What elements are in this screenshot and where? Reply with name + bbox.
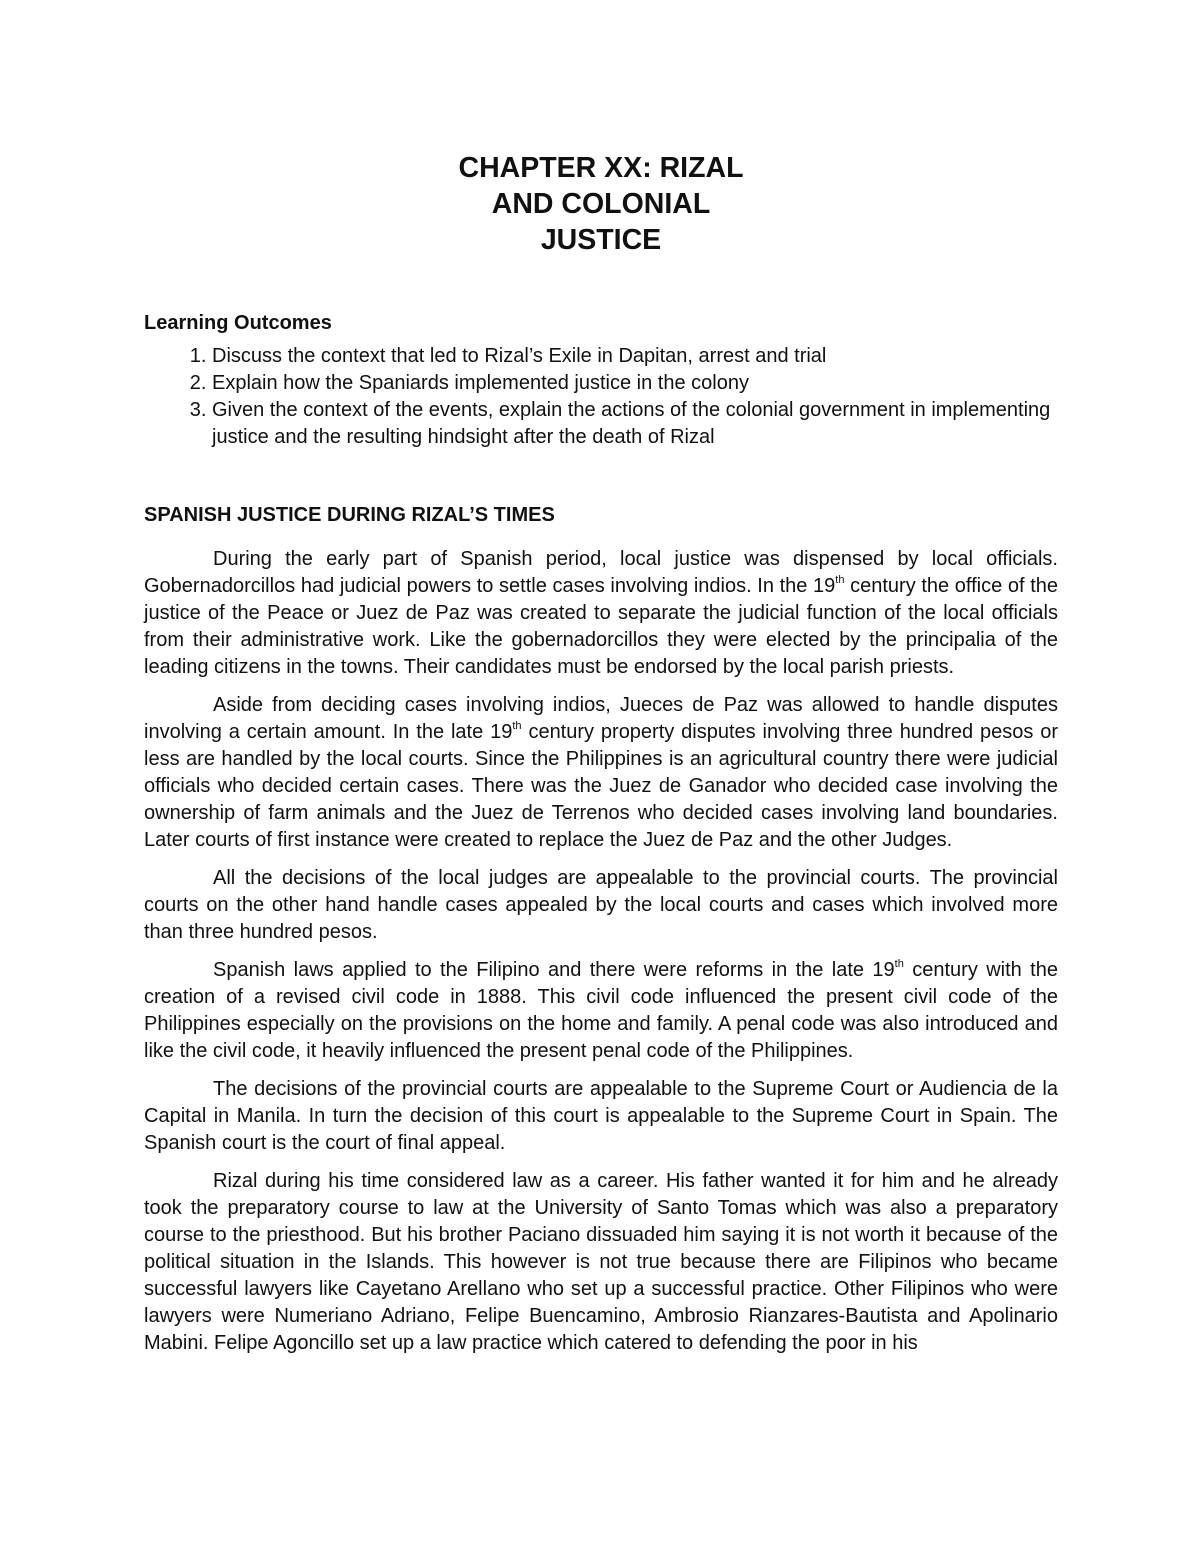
learning-outcomes-list <box>144 343 1058 451</box>
paragraph-2 <box>144 692 1058 854</box>
learning-outcome-item: 1. Discuss the context that led to Rizal’s Exile in Dapitan, arrest and trial <box>212 343 1058 370</box>
ordinal-superscript: th <box>512 720 522 732</box>
paragraph-6: Rizal during his time considered law as a career. His father wanted it for him and he already took the preparatory course to law at the University of Santo Tomas which was also a preparatory course to the priesthood. But his brother Paciano dissuaded him saying it is not worth it because of the political situation in the Islands. This however is not true because there are Filipinos who became successful lawyers like Cayetano Arellano who set up a successful practice. Other Filipinos who were lawyers were Numeriano Adriano, Felipe Buencamino, Ambrosio Rianzares-Bautista and Apolinario Mabini. Felipe Agoncillo set up a law practice which catered to defending the poor in his <box>144 1170 1058 1354</box>
learning-outcomes-heading: Learning Outcomes <box>144 312 332 334</box>
chapter-title-line-3: JUSTICE <box>540 224 662 256</box>
learning-outcome-item: 2. Explain how the Spaniards implemented justice in the colony <box>212 370 1058 397</box>
chapter-title <box>144 150 1058 258</box>
paragraph-1-text-b: century the office of the justice of the Peace or Juez de Paz was created to separate the judicial function of the local officials from their administrative work. Like the gobernadorcillos they were elected by the principalia of the leading citizens in the towns. Their candidates must be endorsed by the local parish priests. <box>144 575 1058 678</box>
spanish-justice-heading: SPANISH JUSTICE DURING RIZAL’S TIMES <box>144 504 555 526</box>
paragraph-1 <box>144 546 1058 681</box>
chapter-title-line-2: AND COLONIAL <box>491 188 711 220</box>
ordinal-superscript: th <box>835 574 845 586</box>
document-page <box>144 150 1058 1357</box>
paragraph-2-text-b: century property disputes involving three hundred pesos or less are handled by the local courts. Since the Philippines is an agricultural country there were judicial officials who decided certain cases. There was the Juez de Ganador who decided case involving the ownership of farm animals and the Juez de Terrenos who decided cases involving land boundaries. Later courts of first instance were created to replace the Juez de Paz and the other Judges. <box>144 721 1058 851</box>
chapter-title-line-1: CHAPTER XX: RIZAL <box>458 152 744 184</box>
paragraph-2-text-a: Aside from deciding cases involving indios, Jueces de Paz was allowed to handle disputes involving a certain amount. In the late 19 <box>144 694 1058 743</box>
ordinal-superscript: th <box>894 958 904 970</box>
paragraph-1-text-a: During the early part of Spanish period, local justice was dispensed by local officials. Gobernadorcillos had judicial powers to settle cases involving indios. In the 19 <box>144 548 1058 597</box>
paragraph-5: The decisions of the provincial courts are appealable to the Supreme Court or Audiencia de la Capital in Manila. In turn the decision of this court is appealable to the Supreme Court in Spain. The Spanish court is the court of final appeal. <box>144 1078 1058 1154</box>
learning-outcome-item: 3. Given the context of the events, explain the actions of the colonial government in implementing justice and the resulting hindsight after the death of Rizal <box>212 397 1058 451</box>
paragraph-4 <box>144 957 1058 1065</box>
paragraph-4-text-a: Spanish laws applied to the Filipino and there were reforms in the late 19 <box>213 959 895 981</box>
paragraph-3: All the decisions of the local judges are appealable to the provincial courts. The provincial courts on the other hand handle cases appealed by the local courts and cases which involved more than three hundred pesos. <box>144 867 1058 943</box>
paragraph-4-text-b: century with the creation of a revised civil code in 1888. This civil code influenced the present civil code of the Philippines especially on the provisions on the home and family. A penal code was also introduced and like the civil code, it heavily influenced the present penal code of the Philippines. <box>144 959 1058 1062</box>
